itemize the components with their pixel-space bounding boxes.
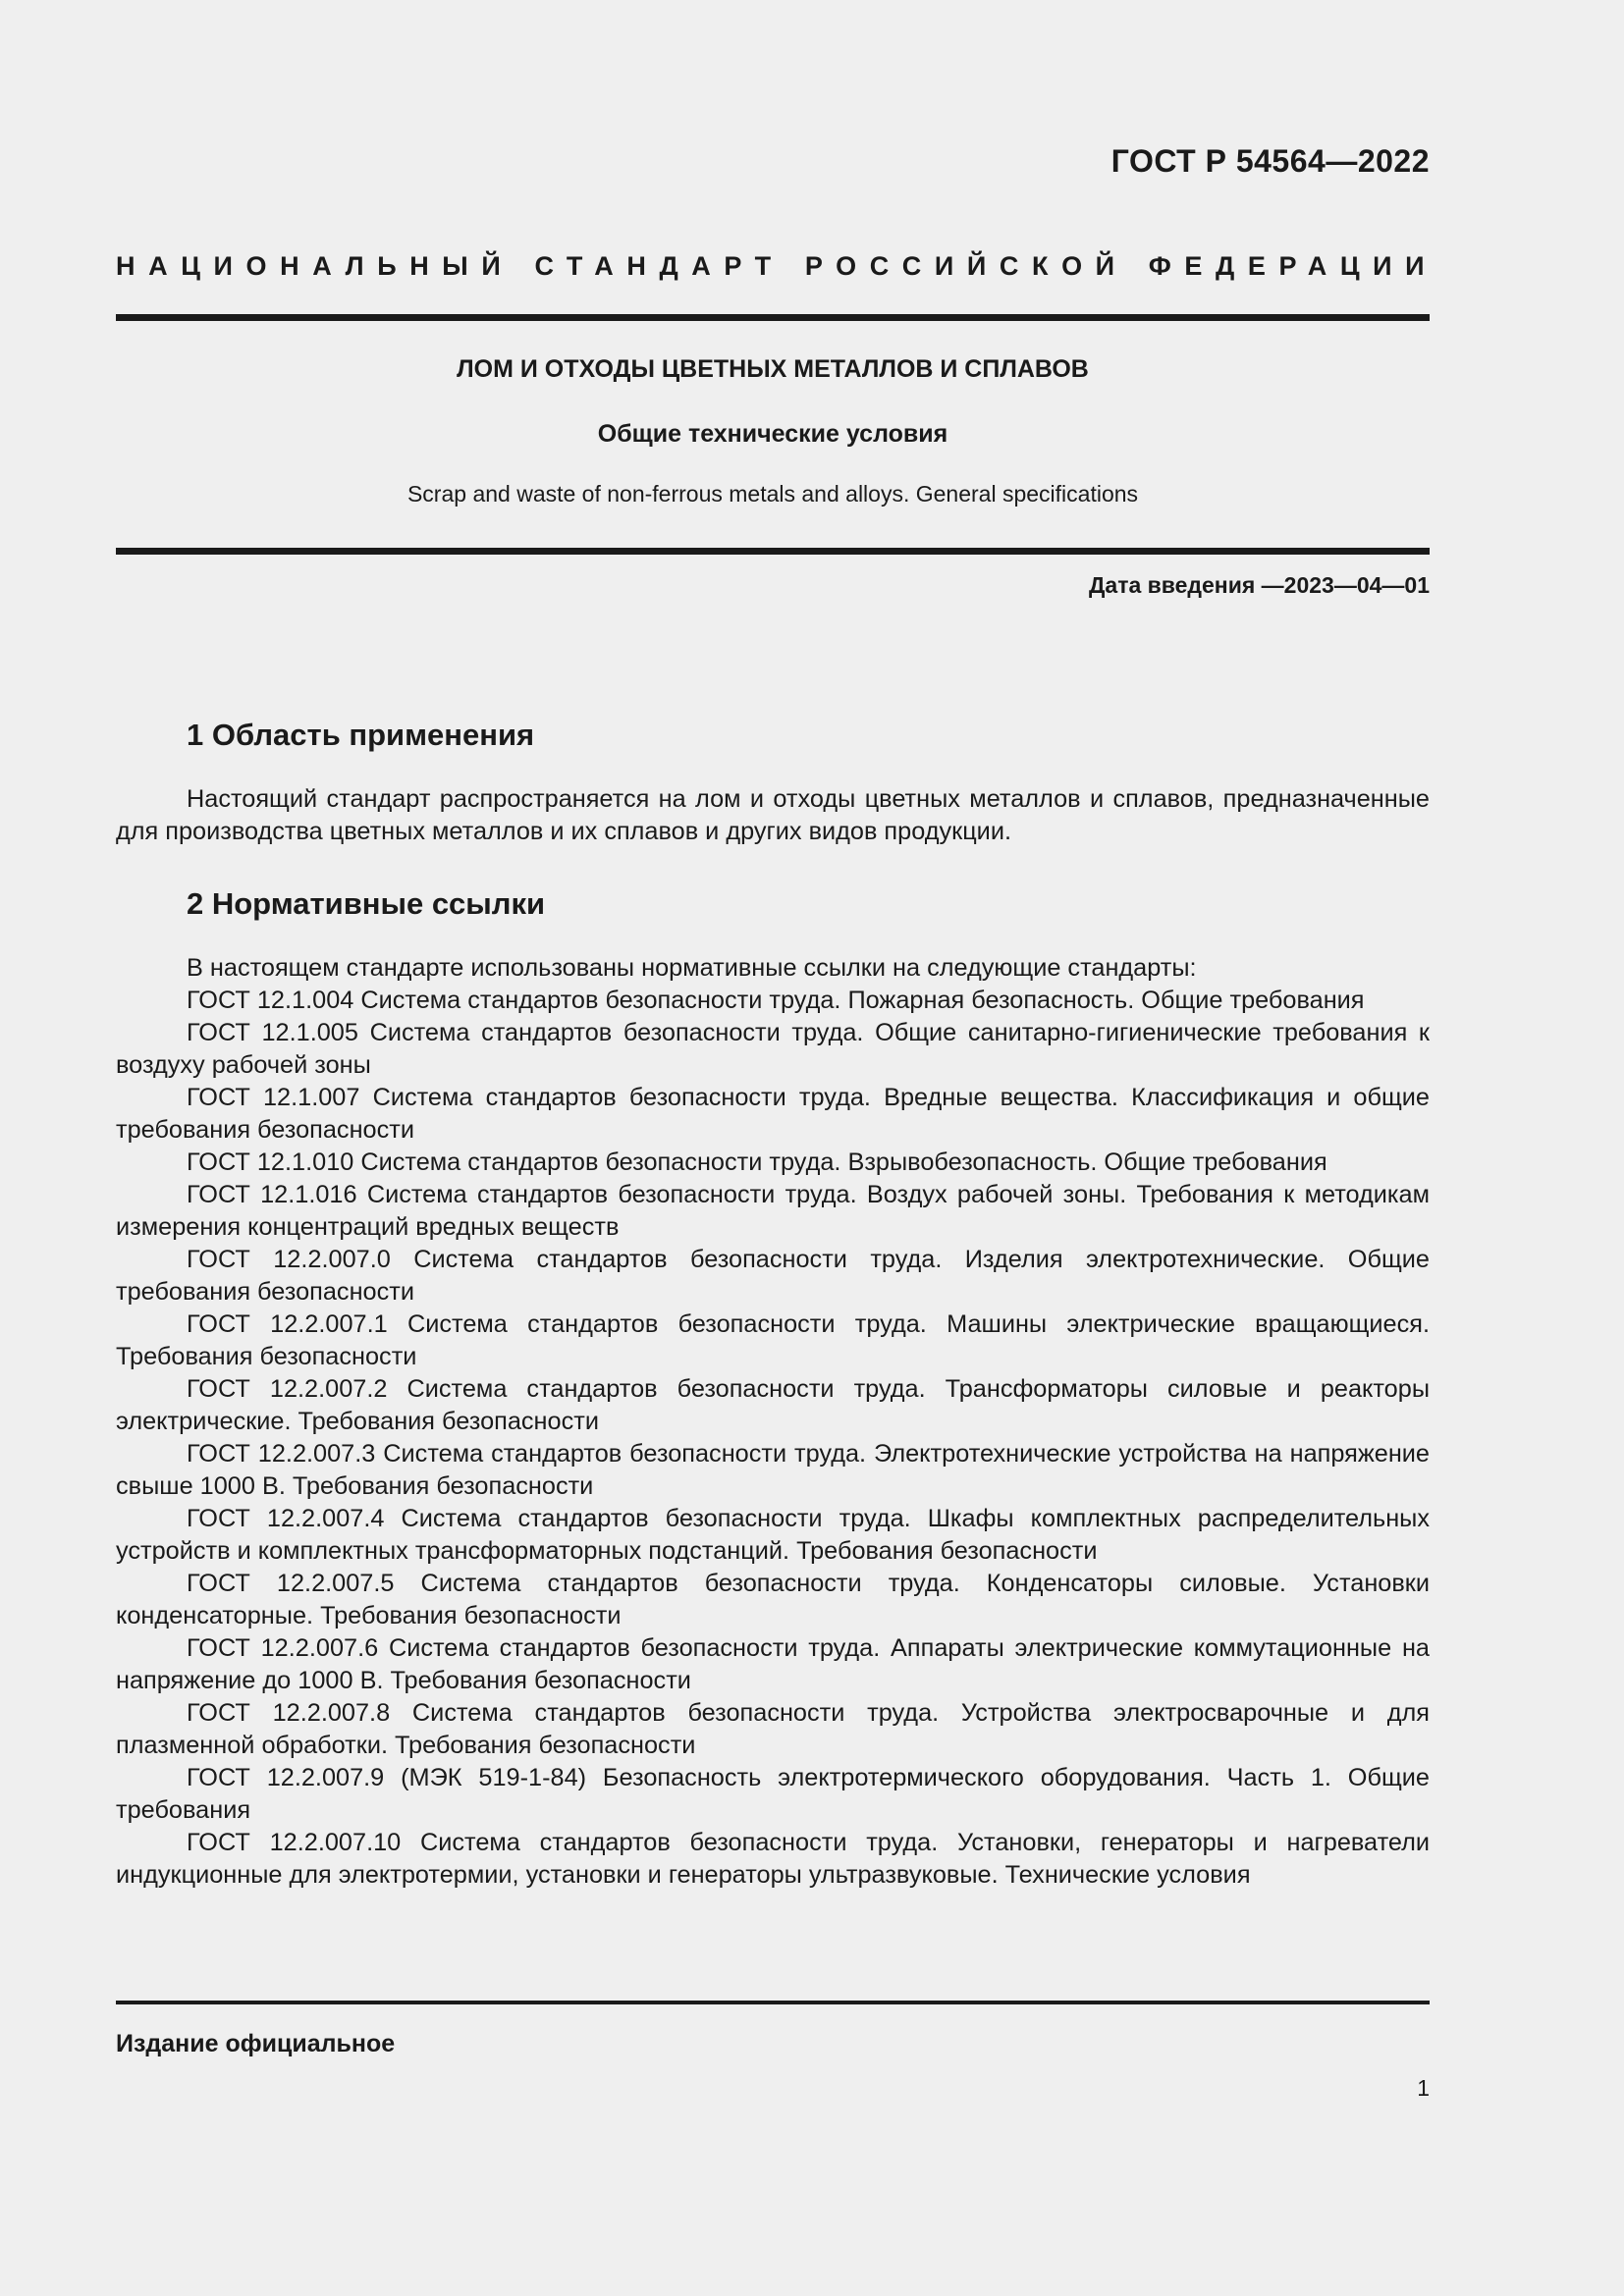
document-title: ЛОМ И ОТХОДЫ ЦВЕТНЫХ МЕТАЛЛОВ И СПЛАВОВ bbox=[457, 355, 1089, 383]
reference-item: ГОСТ 12.2.007.2 Система стандартов безопасности труда. Трансформаторы силовые и реакторы электрические. Требования безопасности bbox=[116, 1375, 1430, 1435]
reference-item: ГОСТ 12.2.007.5 Система стандартов безопасности труда. Конденсаторы силовые. Установки конденсаторные. Требования безопасности bbox=[116, 1570, 1430, 1629]
reference-item: ГОСТ 12.2.007.0 Система стандартов безопасности труда. Изделия электротехнические. Общие требования безопасности bbox=[116, 1246, 1430, 1306]
english-title: Scrap and waste of non-ferrous metals and alloys. General specifications bbox=[406, 481, 1139, 507]
scope-paragraph: Настоящий стандарт распространяется на лом и отходы цветных металлов и сплавов, предназначенные для производства цветных металлов и их сплавов и других видов продукции. bbox=[116, 785, 1430, 845]
section-heading-references: 2 Нормативные ссылки bbox=[187, 886, 546, 921]
document-subtitle: Общие технические условия bbox=[597, 420, 948, 448]
reference-item: ГОСТ 12.2.007.4 Система стандартов безопасности труда. Шкафы комплектных распределительных устройств и комплектных трансформаторных подстанций. Требования безопасности bbox=[116, 1505, 1430, 1565]
reference-item: ГОСТ 12.1.007 Система стандартов безопасности труда. Вредные вещества. Классификация и общие требования безопасности bbox=[116, 1084, 1430, 1144]
reference-item: ГОСТ 12.2.007.8 Система стандартов безопасности труда. Устройства электросварочные и для плазменной обработки. Требования безопасности bbox=[116, 1699, 1430, 1759]
reference-item: ГОСТ 12.1.016 Система стандартов безопасности труда. Воздух рабочей зоны. Требования к методикам измерения концентраций вредных веществ bbox=[116, 1181, 1430, 1241]
reference-item: ГОСТ 12.1.004 Система стандартов безопасности труда. Пожарная безопасность. Общие требования bbox=[187, 987, 1365, 1014]
national-standard-banner: НАЦИОНАЛЬНЫЙ СТАНДАРТ РОССИЙСКОЙ ФЕДЕРАЦИИ bbox=[116, 251, 1438, 281]
reference-item: ГОСТ 12.2.007.3 Система стандартов безопасности труда. Электротехнические устройства на напряжение свыше 1000 В. Требования безопасности bbox=[116, 1440, 1430, 1500]
reference-item: ГОСТ 12.1.005 Система стандартов безопасности труда. Общие санитарно-гигиенические требования к воздуху рабочей зоны bbox=[116, 1019, 1430, 1079]
footer-divider bbox=[116, 2001, 1430, 2004]
reference-item: ГОСТ 12.1.010 Система стандартов безопасности труда. Взрывобезопасность. Общие требования bbox=[187, 1148, 1327, 1176]
page-number: 1 bbox=[1417, 2075, 1430, 2101]
document-code: ГОСТ Р 54564—2022 bbox=[1110, 143, 1430, 179]
reference-item: ГОСТ 12.2.007.10 Система стандартов безопасности труда. Установки, генераторы и нагреватели индукционные для электротермии, установки и генераторы ультразвуковые. Технические условия bbox=[116, 1829, 1430, 1889]
title-divider bbox=[116, 548, 1430, 555]
references-intro: В настоящем стандарте использованы нормативные ссылки на следующие стандарты: bbox=[187, 954, 1197, 982]
introduction-date: Дата введения —2023—04—01 bbox=[1089, 572, 1430, 598]
top-divider bbox=[116, 314, 1430, 321]
document-page bbox=[116, 0, 1438, 2296]
reference-item: ГОСТ 12.2.007.9 (МЭК 519-1-84) Безопасность электротермического оборудования. Часть 1. Общие требования bbox=[116, 1764, 1430, 1824]
official-edition-label: Издание официальное bbox=[116, 2030, 396, 2057]
document-body bbox=[116, 713, 1430, 1892]
reference-item: ГОСТ 12.2.007.6 Система стандартов безопасности труда. Аппараты электрические коммутационные на напряжение до 1000 В. Требования безопасности bbox=[116, 1634, 1430, 1694]
reference-item: ГОСТ 12.2.007.1 Система стандартов безопасности труда. Машины электрические вращающиеся. Требования безопасности bbox=[116, 1310, 1430, 1370]
section-heading-scope: 1 Область применения bbox=[187, 718, 535, 752]
